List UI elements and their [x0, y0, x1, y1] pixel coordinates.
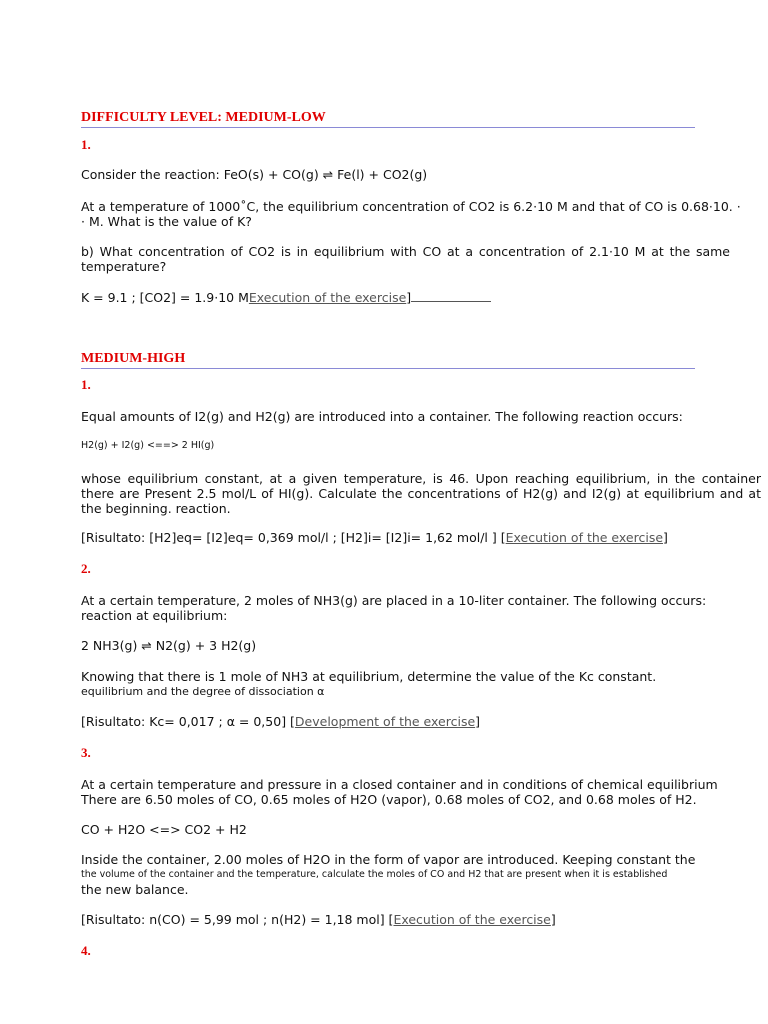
question-a-line1: At a temperature of 1000˚C, the equilibrium concentration of CO2 is 6.2·10 M and that of CO is 0.68·10. · [81, 199, 741, 214]
exercise-number: 4. [81, 943, 91, 958]
exercise-line1: At a certain temperature, 2 moles of NH3(g) are placed in a 10-liter container. The following occurs: [81, 593, 707, 608]
exercise-line1: At a certain temperature and pressure in a closed container and in conditions of chemical equilibrium [81, 777, 718, 792]
result-text: [Risultato: [H2]eq= [I2]eq= 0,369 mol/l ; [H2]i= [I2]i= 1,62 mol/l ] [ [81, 530, 506, 545]
exercise-line3: Knowing that there is 1 mole of NH3 at equilibrium, determine the value of the Kc constant. [81, 669, 657, 684]
section-heading-medium-high: MEDIUM-HIGH [81, 351, 695, 369]
exercise-line2: There are 6.50 moles of CO, 0.65 moles of H2O (vapor), 0.68 moles of CO2, and 0.68 moles of H2. [81, 792, 697, 807]
exercise-intro: Equal amounts of I2(g) and H2(g) are introduced into a container. The following reaction occurs: [81, 409, 683, 424]
development-link[interactable]: Development of the exercise [294, 714, 476, 729]
result-line [81, 912, 556, 927]
question-b: b) What concentration of CO2 is in equilibrium with CO at a concentration of 2.1·10 M at the same temperature? [81, 244, 730, 274]
result-line [81, 714, 480, 729]
exercise-number: 1. [81, 377, 91, 392]
equation: 2 NH3(g) ⇌ N2(g) + 3 H2(g) [81, 638, 257, 653]
result-text: K = 9.1 ; [CO2] = 1.9·10 M [81, 290, 249, 305]
result-close: ] [475, 714, 481, 729]
execution-link[interactable]: Execution of the exercise [505, 530, 664, 545]
section-heading-medium-low: DIFFICULTY LEVEL: MEDIUM-LOW [81, 110, 695, 128]
result-close: ] [406, 290, 412, 305]
equation: H2(g) + I2(g) <==> 2 HI(g) [81, 440, 215, 451]
exercise-number: 3. [81, 745, 91, 760]
exercise-line2: reaction at equilibrium: [81, 608, 228, 623]
result-text: [Risultato: n(CO) = 5,99 mol ; n(H2) = 1,18 mol] [ [81, 912, 394, 927]
result-close: ] [663, 530, 668, 545]
question-a-line2: · M. What is the value of K? [81, 214, 252, 229]
exercise-line5: the new balance. [81, 882, 189, 897]
exercise-body: whose equilibrium constant, at a given temperature, is 46. Upon reaching equilibrium, in the container there are Present 2.5 mol/L of HI(g). Calculate the concentrations of H2(g) and I2(g) at equilibrium and at the beginning. reaction. [81, 471, 761, 516]
exercise-line4: the volume of the container and the temperature, calculate the moles of CO and H2 that are present when it is established [81, 869, 668, 880]
exercise-line3: Inside the container, 2.00 moles of H2O in the form of vapor are introduced. Keeping constant the [81, 852, 696, 867]
result-line [81, 290, 491, 305]
exercise-line4: equilibrium and the degree of dissociation α [81, 685, 325, 698]
exercise-number: 1. [81, 137, 91, 152]
execution-link[interactable]: Execution of the exercise [248, 290, 407, 305]
result-line [81, 530, 668, 545]
equation: CO + H2O <=> CO2 + H2 [81, 822, 247, 837]
exercise-number: 2. [81, 561, 91, 576]
result-text: [Risultato: Kc= 0,017 ; α = 0,50] [ [81, 714, 295, 729]
execution-link[interactable]: Execution of the exercise [393, 912, 551, 927]
reaction-intro: Consider the reaction: FeO(s) + CO(g) ⇌ Fe(l) + CO2(g) [81, 167, 428, 182]
result-close: ] [550, 912, 556, 927]
underline-rule [411, 290, 491, 302]
